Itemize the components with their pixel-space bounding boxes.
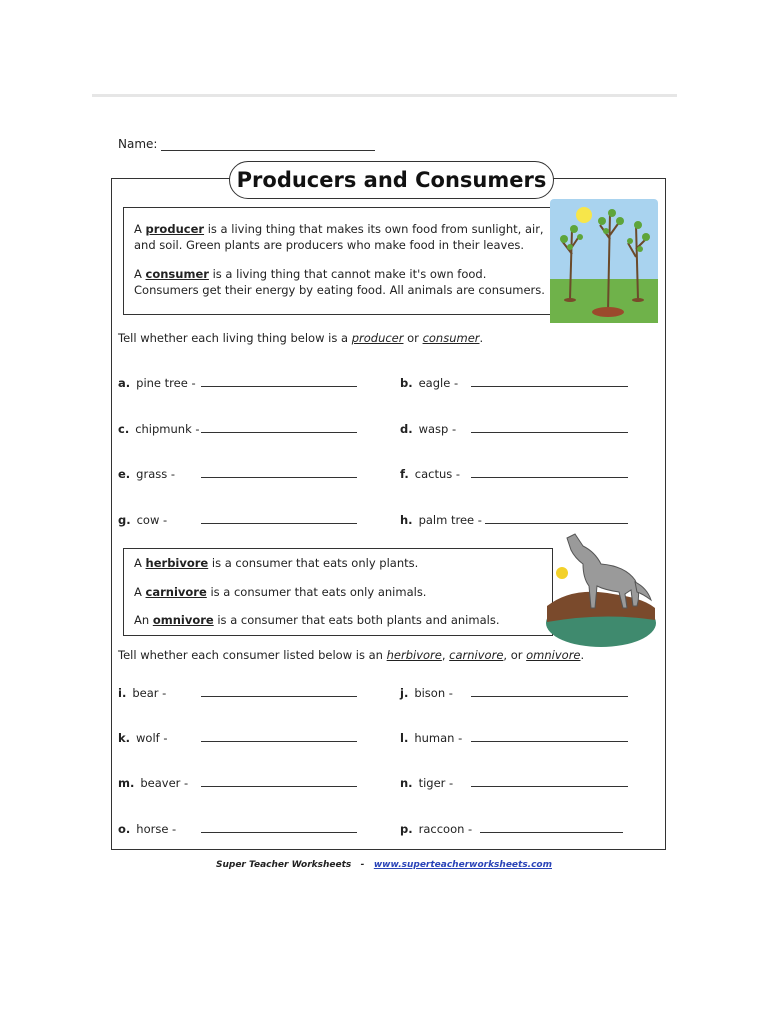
answer-line-g[interactable] (201, 523, 357, 524)
question-f: f. cactus - (400, 465, 628, 481)
definition-box-diet-types (123, 548, 553, 636)
question-c: c. chipmunk - (118, 420, 358, 436)
herbivore-definition: A herbivore is a consumer that eats only plants. (134, 556, 419, 570)
answer-line-a[interactable] (201, 386, 357, 387)
instruction-diet-type: Tell whether each consumer listed below is an herbivore, carnivore, or omnivore. (118, 648, 585, 662)
footer-link[interactable]: www.superteacherworksheets.com (373, 860, 552, 870)
answer-line-p[interactable] (480, 832, 623, 833)
consumer-definition: A consumer is a living thing that cannot make it's own food. Consumers get their energy by eating food. All animals are consumers. (134, 267, 545, 297)
answer-line-d[interactable] (471, 432, 628, 433)
question-d: d. wasp - (400, 420, 628, 436)
answer-line-e[interactable] (201, 477, 357, 478)
question-o: o. horse - (118, 820, 358, 836)
name-label: Name: (118, 137, 158, 151)
question-i: i. bear - (118, 684, 358, 700)
producer-definition: A producer is a living thing that makes its own food from sunlight, air, and soil. Green plants are producers who make food in their leaves. (134, 222, 544, 252)
carnivore-definition: A carnivore is a consumer that eats only animals. (134, 584, 427, 599)
producer-term: producer (145, 222, 205, 236)
page-title: Producers and Consumers (229, 161, 554, 199)
carnivore-term: carnivore (145, 584, 207, 599)
answer-line-n[interactable] (471, 786, 628, 787)
answer-line-b[interactable] (471, 386, 628, 387)
question-m: m. beaver - (118, 774, 358, 790)
answer-line-f[interactable] (471, 477, 628, 478)
question-j: j. bison - (400, 684, 628, 700)
question-p: p. raccoon - (400, 820, 628, 836)
question-e: e. grass - (118, 465, 358, 481)
trees-illustration (550, 199, 658, 323)
answer-line-k[interactable] (201, 741, 357, 742)
consumer-term: consumer (145, 267, 209, 281)
herbivore-term: herbivore (145, 556, 209, 570)
question-h: h. palm tree - (400, 511, 628, 527)
answer-line-o[interactable] (201, 832, 357, 833)
answer-line-l[interactable] (471, 741, 628, 742)
name-blank[interactable] (161, 138, 375, 151)
question-b: b. eagle - (400, 374, 628, 390)
question-n: n. tiger - (400, 774, 628, 790)
definition-box-producer-consumer (123, 207, 563, 315)
answer-line-m[interactable] (201, 786, 357, 787)
omnivore-term: omnivore (152, 613, 214, 627)
question-l: l. human - (400, 729, 628, 745)
footer: Super Teacher Worksheets - www.superteacherworksheets.com (216, 860, 552, 870)
instruction-producer-consumer: Tell whether each living thing below is a producer or consumer. (118, 331, 484, 345)
howling-wolf-illustration (543, 528, 658, 648)
name-row (118, 137, 375, 151)
answer-line-i[interactable] (201, 696, 357, 697)
question-a: a. pine tree - (118, 374, 358, 390)
omnivore-definition: An omnivore is a consumer that eats both plants and animals. (134, 613, 500, 627)
answer-line-h[interactable] (485, 523, 628, 524)
footer-brand: Super Teacher Worksheets (216, 860, 352, 870)
question-k: k. wolf - (118, 729, 358, 745)
question-g: g. cow - (118, 511, 358, 527)
answer-line-c[interactable] (201, 432, 357, 433)
answer-line-j[interactable] (471, 696, 628, 697)
